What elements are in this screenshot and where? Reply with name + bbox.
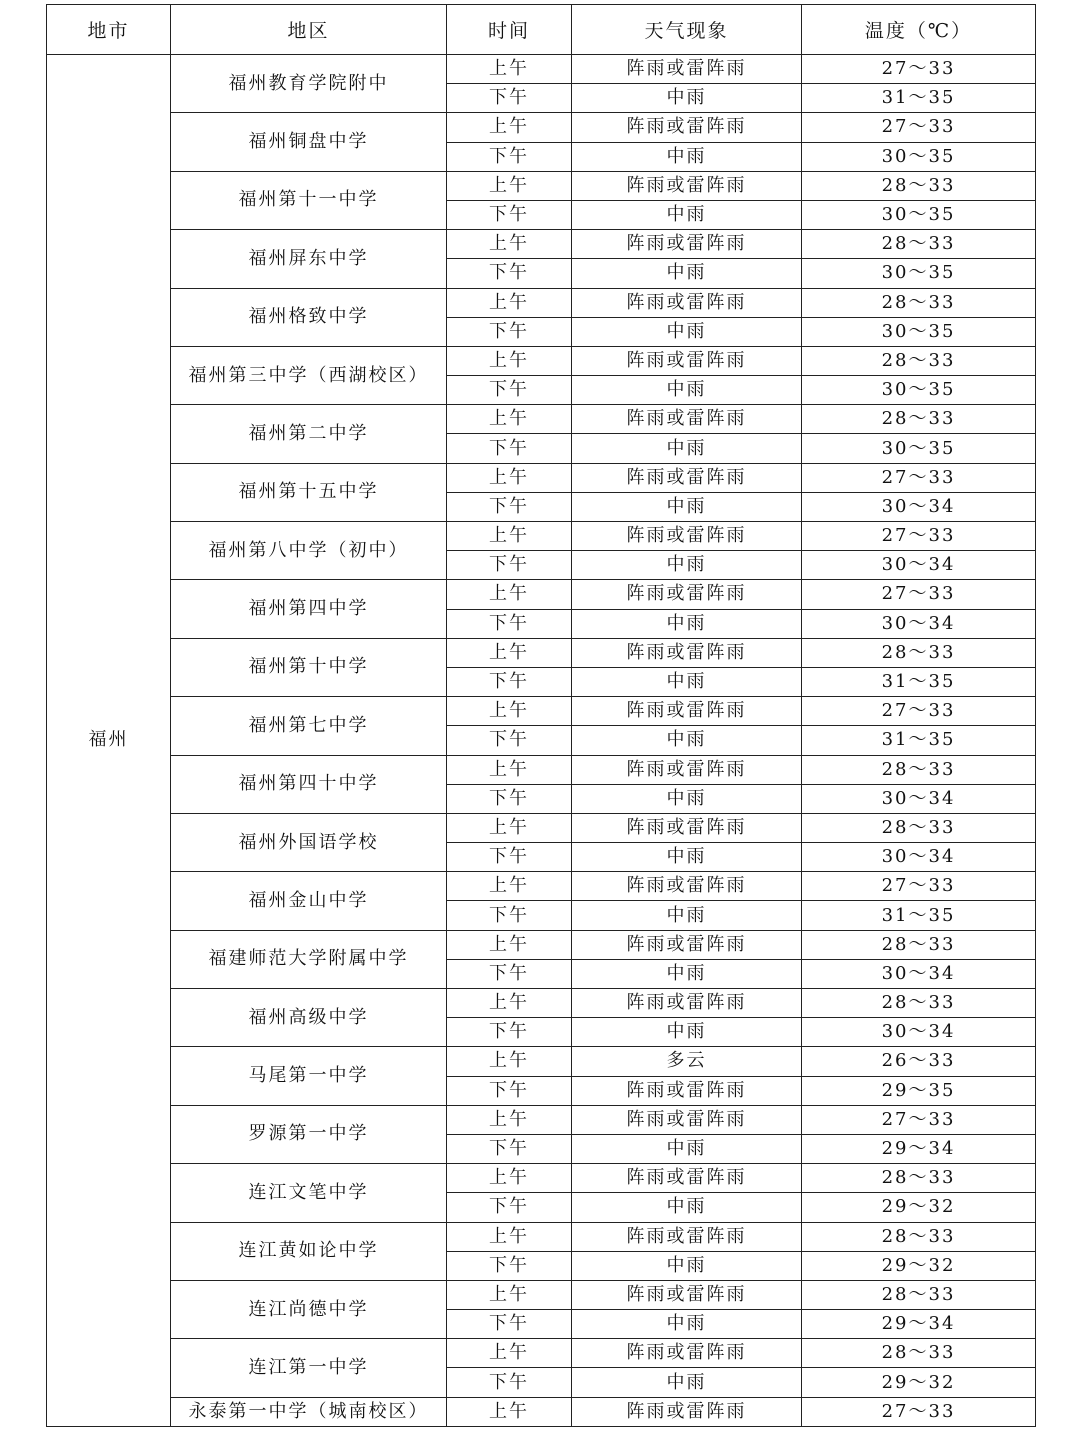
table-row (47, 1280, 1036, 1309)
weather-cell: 阵雨或雷阵雨 (572, 1164, 802, 1193)
school-name-cell: 福州第二中学 (171, 405, 447, 463)
table-row (47, 813, 1036, 842)
school-name-cell: 福州教育学院附中 (171, 55, 447, 113)
time-cell: 下午 (447, 1251, 572, 1280)
time-cell: 上午 (447, 1222, 572, 1251)
school-name-cell: 福州第八中学（初中） (171, 522, 447, 580)
temperature-cell: 29～32 (802, 1251, 1036, 1280)
time-cell: 下午 (447, 259, 572, 288)
weather-cell: 多云 (572, 1047, 802, 1076)
temperature-cell: 30～35 (802, 376, 1036, 405)
time-cell: 下午 (447, 434, 572, 463)
weather-cell: 阵雨或雷阵雨 (572, 638, 802, 667)
temperature-cell: 28～33 (802, 1222, 1036, 1251)
time-cell: 下午 (447, 1310, 572, 1339)
time-cell: 上午 (447, 1164, 572, 1193)
table-row (47, 1222, 1036, 1251)
weather-cell: 中雨 (572, 200, 802, 229)
temperature-cell: 28～33 (802, 638, 1036, 667)
time-cell: 上午 (447, 1280, 572, 1309)
weather-cell: 中雨 (572, 142, 802, 171)
weather-cell: 阵雨或雷阵雨 (572, 580, 802, 609)
weather-cell: 中雨 (572, 843, 802, 872)
table-header (47, 5, 1036, 55)
table-row (47, 171, 1036, 200)
weather-cell: 阵雨或雷阵雨 (572, 872, 802, 901)
weather-forecast-table (46, 4, 1036, 1427)
weather-cell: 阵雨或雷阵雨 (572, 1076, 802, 1105)
table-row (47, 989, 1036, 1018)
weather-cell: 中雨 (572, 551, 802, 580)
time-cell: 上午 (447, 1397, 572, 1426)
time-cell: 上午 (447, 872, 572, 901)
table-row (47, 230, 1036, 259)
temperature-cell: 29～34 (802, 1134, 1036, 1163)
time-cell: 上午 (447, 580, 572, 609)
temperature-cell: 27～33 (802, 113, 1036, 142)
time-cell: 下午 (447, 609, 572, 638)
temperature-cell: 30～34 (802, 551, 1036, 580)
weather-cell: 中雨 (572, 1310, 802, 1339)
temperature-cell: 30～34 (802, 843, 1036, 872)
school-name-cell: 福州第十五中学 (171, 463, 447, 521)
time-cell: 上午 (447, 405, 572, 434)
weather-cell: 阵雨或雷阵雨 (572, 55, 802, 84)
time-cell: 下午 (447, 551, 572, 580)
temperature-cell: 28～33 (802, 930, 1036, 959)
weather-cell: 中雨 (572, 376, 802, 405)
time-cell: 上午 (447, 638, 572, 667)
time-cell: 上午 (447, 522, 572, 551)
temperature-cell: 30～35 (802, 317, 1036, 346)
weather-cell: 阵雨或雷阵雨 (572, 813, 802, 842)
table-row (47, 638, 1036, 667)
temperature-cell: 27～33 (802, 580, 1036, 609)
table-row (47, 1339, 1036, 1368)
time-cell: 下午 (447, 959, 572, 988)
weather-cell: 阵雨或雷阵雨 (572, 1105, 802, 1134)
temperature-cell: 27～33 (802, 1105, 1036, 1134)
table-row (47, 113, 1036, 142)
school-name-cell: 福州格致中学 (171, 288, 447, 346)
time-cell: 下午 (447, 843, 572, 872)
time-cell: 下午 (447, 376, 572, 405)
time-cell: 下午 (447, 1368, 572, 1397)
time-cell: 上午 (447, 230, 572, 259)
time-cell: 上午 (447, 755, 572, 784)
time-cell: 下午 (447, 84, 572, 113)
time-cell: 上午 (447, 697, 572, 726)
time-cell: 上午 (447, 1047, 572, 1076)
header-region: 地区 (171, 5, 447, 55)
time-cell: 上午 (447, 813, 572, 842)
time-cell: 下午 (447, 1193, 572, 1222)
time-cell: 下午 (447, 784, 572, 813)
temperature-cell: 30～34 (802, 959, 1036, 988)
temperature-cell: 30～35 (802, 259, 1036, 288)
time-cell: 下午 (447, 142, 572, 171)
temperature-cell: 31～35 (802, 726, 1036, 755)
time-cell: 上午 (447, 55, 572, 84)
weather-cell: 阵雨或雷阵雨 (572, 171, 802, 200)
weather-cell: 中雨 (572, 959, 802, 988)
table-row (47, 463, 1036, 492)
time-cell: 下午 (447, 901, 572, 930)
school-name-cell: 福州第十中学 (171, 638, 447, 696)
table-row (47, 55, 1036, 84)
table-row (47, 930, 1036, 959)
table-row (47, 1105, 1036, 1134)
weather-cell: 中雨 (572, 492, 802, 521)
weather-cell: 中雨 (572, 784, 802, 813)
weather-cell: 中雨 (572, 609, 802, 638)
temperature-cell: 27～33 (802, 522, 1036, 551)
school-name-cell: 连江黄如论中学 (171, 1222, 447, 1280)
weather-cell: 中雨 (572, 1251, 802, 1280)
school-name-cell: 永泰第一中学（城南校区） (171, 1397, 447, 1426)
school-name-cell: 福州第四十中学 (171, 755, 447, 813)
weather-cell: 中雨 (572, 667, 802, 696)
city-cell: 福州 (47, 55, 171, 1427)
school-name-cell: 福州第四中学 (171, 580, 447, 638)
temperature-cell: 27～33 (802, 55, 1036, 84)
school-name-cell: 福州第七中学 (171, 697, 447, 755)
time-cell: 上午 (447, 989, 572, 1018)
temperature-cell: 29～34 (802, 1310, 1036, 1339)
weather-cell: 阵雨或雷阵雨 (572, 346, 802, 375)
weather-cell: 中雨 (572, 317, 802, 346)
temperature-cell: 30～34 (802, 609, 1036, 638)
table-row (47, 405, 1036, 434)
temperature-cell: 27～33 (802, 1397, 1036, 1426)
weather-cell: 阵雨或雷阵雨 (572, 113, 802, 142)
time-cell: 上午 (447, 171, 572, 200)
temperature-cell: 30～34 (802, 1018, 1036, 1047)
temperature-cell: 26～33 (802, 1047, 1036, 1076)
time-cell: 下午 (447, 317, 572, 346)
school-name-cell: 福州外国语学校 (171, 813, 447, 871)
temperature-cell: 28～33 (802, 171, 1036, 200)
time-cell: 上午 (447, 346, 572, 375)
time-cell: 上午 (447, 1105, 572, 1134)
temperature-cell: 28～33 (802, 346, 1036, 375)
weather-cell: 阵雨或雷阵雨 (572, 755, 802, 784)
weather-cell: 中雨 (572, 726, 802, 755)
time-cell: 下午 (447, 200, 572, 229)
temperature-cell: 27～33 (802, 463, 1036, 492)
temperature-cell: 28～33 (802, 813, 1036, 842)
school-name-cell: 连江尚德中学 (171, 1280, 447, 1338)
temperature-cell: 28～33 (802, 288, 1036, 317)
table-row (47, 697, 1036, 726)
school-name-cell: 福州铜盘中学 (171, 113, 447, 171)
weather-cell: 阵雨或雷阵雨 (572, 1280, 802, 1309)
time-cell: 下午 (447, 1134, 572, 1163)
temperature-cell: 30～35 (802, 200, 1036, 229)
weather-cell: 阵雨或雷阵雨 (572, 1222, 802, 1251)
school-name-cell: 福州高级中学 (171, 989, 447, 1047)
weather-cell: 阵雨或雷阵雨 (572, 697, 802, 726)
time-cell: 上午 (447, 463, 572, 492)
table-row (47, 1047, 1036, 1076)
weather-cell: 阵雨或雷阵雨 (572, 930, 802, 959)
temperature-cell: 30～35 (802, 434, 1036, 463)
header-time: 时间 (447, 5, 572, 55)
weather-cell: 阵雨或雷阵雨 (572, 288, 802, 317)
school-name-cell: 福州金山中学 (171, 872, 447, 930)
temperature-cell: 28～33 (802, 1280, 1036, 1309)
temperature-cell: 29～32 (802, 1368, 1036, 1397)
header-temperature: 温度（℃） (802, 5, 1036, 55)
school-name-cell: 连江第一中学 (171, 1339, 447, 1397)
weather-cell: 中雨 (572, 1018, 802, 1047)
table-row (47, 580, 1036, 609)
temperature-cell: 31～35 (802, 667, 1036, 696)
table-row (47, 288, 1036, 317)
temperature-cell: 27～33 (802, 697, 1036, 726)
table-body (47, 55, 1036, 1427)
temperature-cell: 28～33 (802, 230, 1036, 259)
weather-cell: 中雨 (572, 1368, 802, 1397)
school-name-cell: 福州屏东中学 (171, 230, 447, 288)
temperature-cell: 29～35 (802, 1076, 1036, 1105)
table-row (47, 346, 1036, 375)
temperature-cell: 28～33 (802, 1339, 1036, 1368)
table-row (47, 755, 1036, 784)
school-name-cell: 福州第三中学（西湖校区） (171, 346, 447, 404)
school-name-cell: 马尾第一中学 (171, 1047, 447, 1105)
weather-cell: 阵雨或雷阵雨 (572, 989, 802, 1018)
table-row (47, 522, 1036, 551)
weather-cell: 阵雨或雷阵雨 (572, 230, 802, 259)
weather-cell: 阵雨或雷阵雨 (572, 1339, 802, 1368)
temperature-cell: 30～35 (802, 142, 1036, 171)
temperature-cell: 31～35 (802, 901, 1036, 930)
weather-cell: 阵雨或雷阵雨 (572, 463, 802, 492)
weather-cell: 中雨 (572, 1134, 802, 1163)
weather-cell: 阵雨或雷阵雨 (572, 405, 802, 434)
temperature-cell: 28～33 (802, 989, 1036, 1018)
temperature-cell: 30～34 (802, 784, 1036, 813)
weather-cell: 中雨 (572, 84, 802, 113)
time-cell: 下午 (447, 667, 572, 696)
table-row (47, 872, 1036, 901)
time-cell: 下午 (447, 492, 572, 521)
weather-cell: 中雨 (572, 901, 802, 930)
temperature-cell: 27～33 (802, 872, 1036, 901)
weather-cell: 中雨 (572, 1193, 802, 1222)
temperature-cell: 28～33 (802, 1164, 1036, 1193)
header-city: 地市 (47, 5, 171, 55)
header-weather: 天气现象 (572, 5, 802, 55)
time-cell: 下午 (447, 726, 572, 755)
table-row (47, 1397, 1036, 1426)
school-name-cell: 连江文笔中学 (171, 1164, 447, 1222)
temperature-cell: 30～34 (802, 492, 1036, 521)
school-name-cell: 福州第十一中学 (171, 171, 447, 229)
time-cell: 上午 (447, 930, 572, 959)
temperature-cell: 28～33 (802, 405, 1036, 434)
time-cell: 上午 (447, 113, 572, 142)
time-cell: 下午 (447, 1076, 572, 1105)
weather-cell: 中雨 (572, 259, 802, 288)
header-row (47, 5, 1036, 55)
time-cell: 下午 (447, 1018, 572, 1047)
time-cell: 上午 (447, 1339, 572, 1368)
table-row (47, 1164, 1036, 1193)
temperature-cell: 28～33 (802, 755, 1036, 784)
weather-cell: 阵雨或雷阵雨 (572, 1397, 802, 1426)
time-cell: 上午 (447, 288, 572, 317)
school-name-cell: 福建师范大学附属中学 (171, 930, 447, 988)
weather-cell: 阵雨或雷阵雨 (572, 522, 802, 551)
temperature-cell: 31～35 (802, 84, 1036, 113)
temperature-cell: 29～32 (802, 1193, 1036, 1222)
weather-cell: 中雨 (572, 434, 802, 463)
school-name-cell: 罗源第一中学 (171, 1105, 447, 1163)
